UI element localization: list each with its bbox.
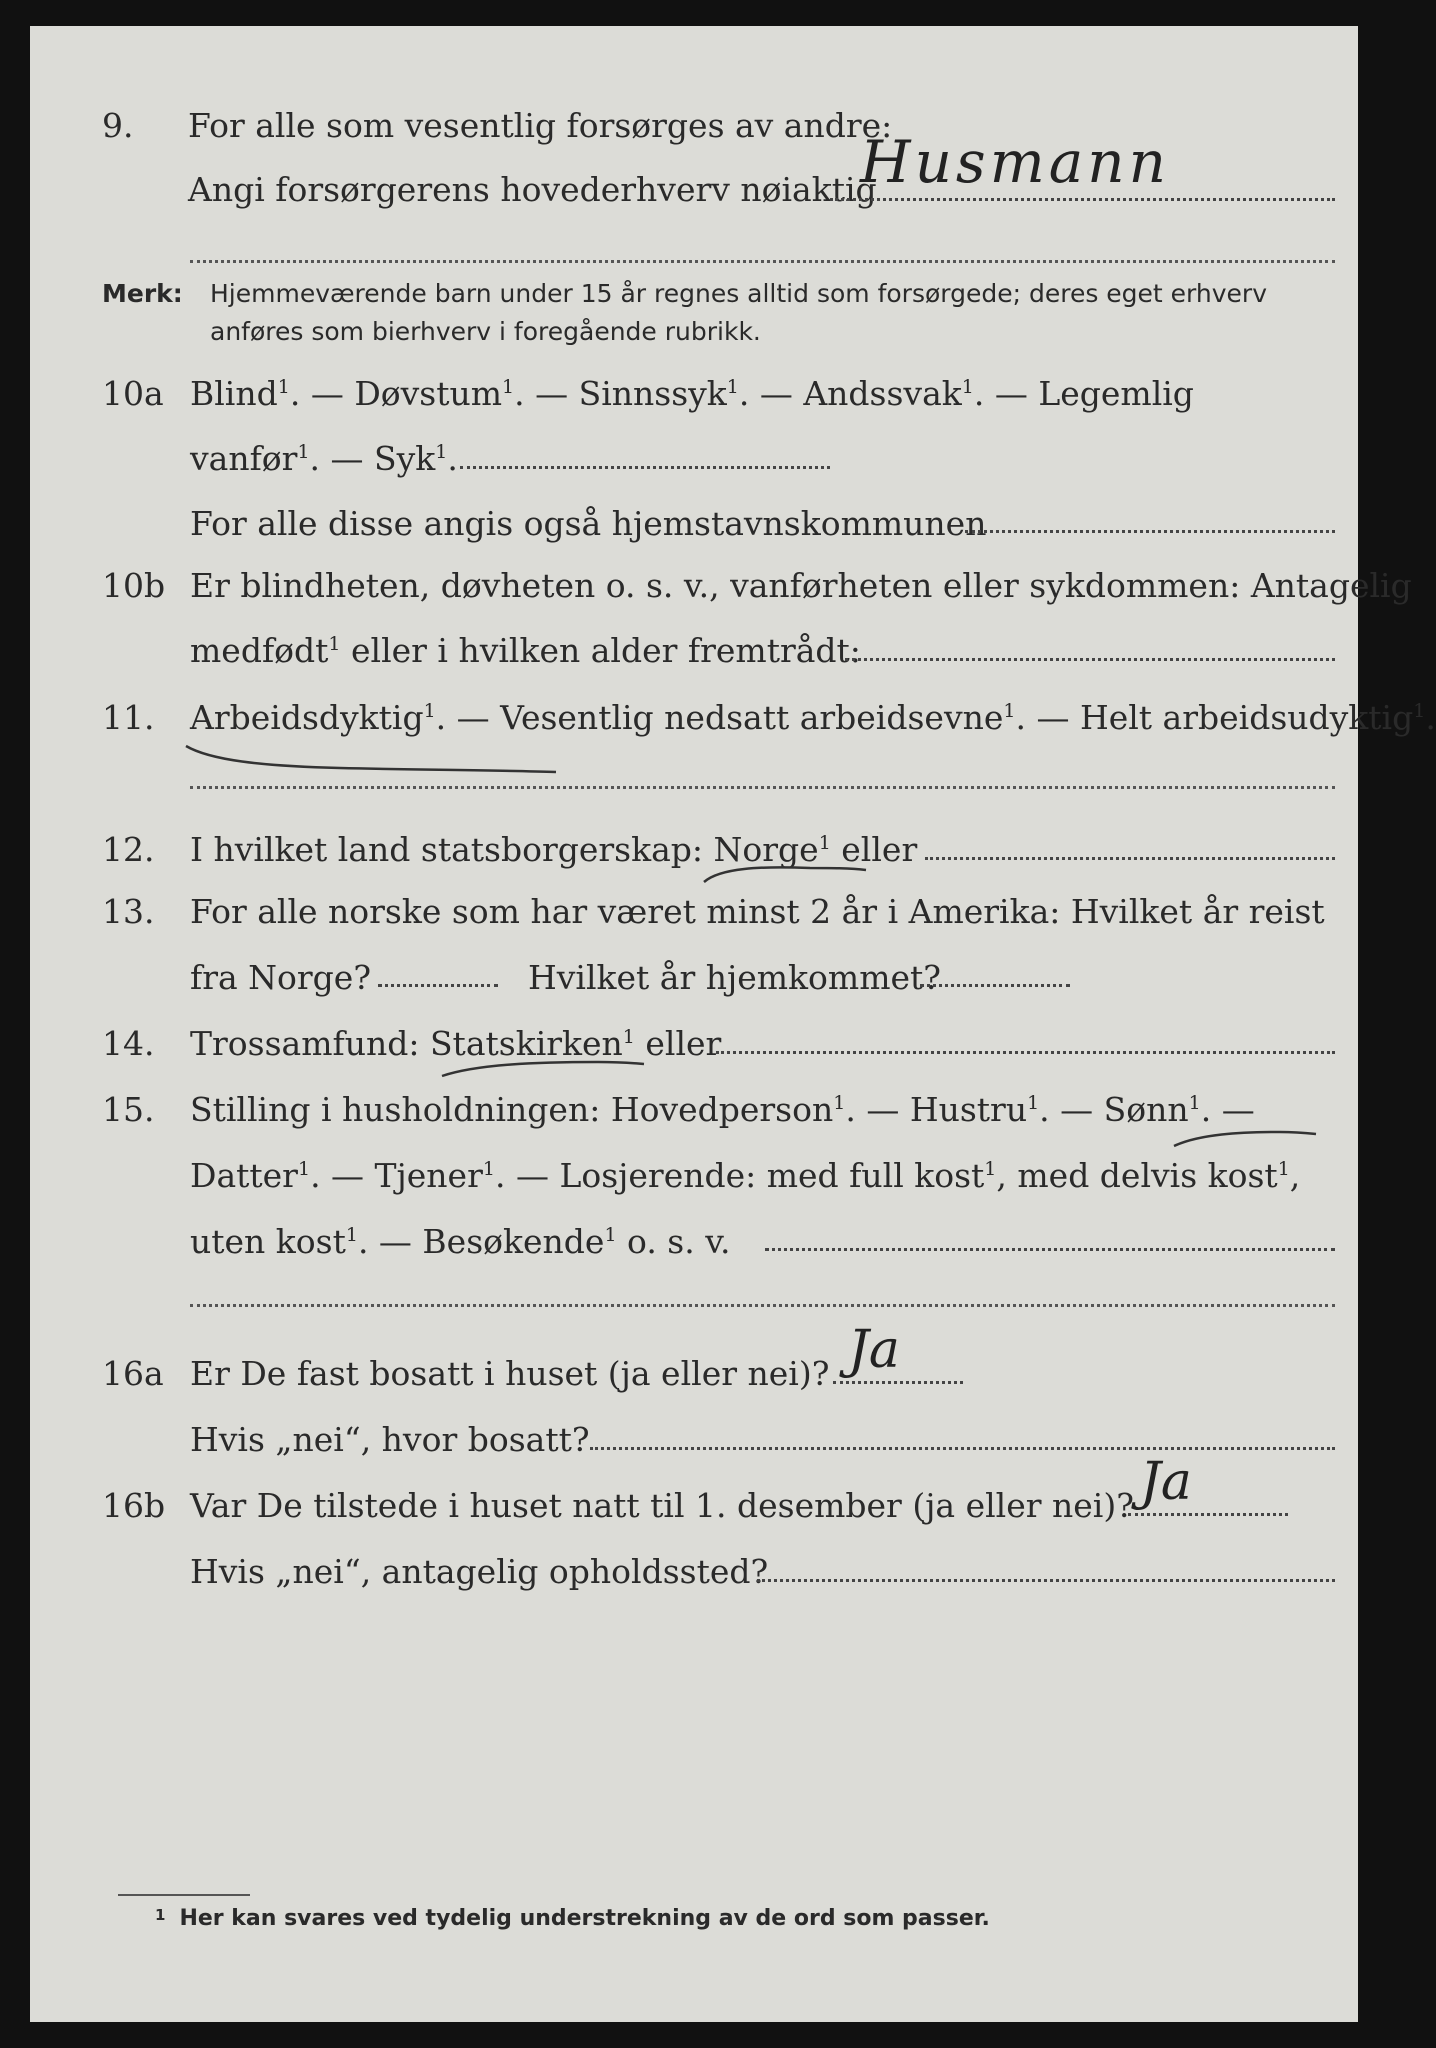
footnote [155, 1906, 990, 1931]
q16b-handwritten-answer[interactable]: Ja [1140, 1452, 1192, 1512]
q10a-line2-text: vanfør$^1$. — Syk$^1$. [190, 439, 458, 478]
q11-number: 11. [102, 698, 155, 737]
q9-text: For alle som vesentlig forsørges av andre: [188, 106, 893, 145]
q9-number: 9. [102, 106, 134, 145]
merk-label: Merk: [102, 279, 183, 308]
q14-line [30, 1016, 1358, 1072]
q10a-syk-line [460, 466, 830, 469]
q9-handwritten-answer[interactable]: Husmann [860, 128, 1170, 196]
q16a-handwritten-answer[interactable]: Ja [848, 1320, 900, 1380]
q14-number: 14. [102, 1024, 155, 1063]
q13-reist-line [378, 984, 498, 987]
q16a-line1 [30, 1346, 1358, 1402]
q15-line1 [30, 1082, 1358, 1138]
q10a-line1 [30, 366, 1358, 422]
q11-text: Arbeidsdyktig$^1$. — Vesentlig nedsatt arbeidsevne$^1$. — Helt arbeidsudyktig$^1$. [190, 698, 1436, 737]
q13-hjemkommet-line [920, 984, 1070, 987]
footnote-text: Her kan svares ved tydelig understrekning av de ord som passer. [179, 1906, 990, 1931]
q12-answer-line [925, 857, 1335, 860]
q16b-opholdssted-line [757, 1579, 1335, 1582]
q16a-line1-text: Er De fast bosatt i huset (ja eller nei)? [190, 1354, 830, 1393]
q11-extra-line [190, 786, 1335, 789]
q12-number: 12. [102, 830, 155, 869]
q10b-line1 [30, 558, 1412, 614]
q10b-line2 [30, 623, 1358, 679]
q10a-number: 10a [102, 374, 164, 413]
q15-answer-line [765, 1248, 1335, 1251]
footnote-mark: 1 [155, 1906, 166, 1924]
census-form-page [30, 26, 1436, 2022]
q10a-line3-text: For alle disse angis også hjemstavnskommunen [190, 504, 987, 543]
q9-extra-line [190, 260, 1335, 263]
q11-handwritten-underline [180, 738, 560, 778]
q15-number: 15. [102, 1090, 155, 1129]
q16a-number: 16a [102, 1354, 164, 1393]
q15-line1-text: Stilling i husholdningen: Hovedperson$^1$. — Hustru$^1$. — Sønn$^1$. — [190, 1090, 1255, 1129]
q14-text: Trossamfund: Statskirken$^1$ eller [190, 1024, 722, 1063]
q13-line1-text: For alle norske som har været minst 2 år i Amerika: Hvilket år reist [190, 892, 1325, 931]
q9-answer-line [830, 198, 1335, 201]
q13-line2 [30, 950, 1358, 1006]
q15-line2 [30, 1148, 1358, 1204]
q10a-line2 [30, 431, 1358, 487]
q16a-line2-text: Hvis „nei“, hvor bosatt? [190, 1420, 590, 1459]
q13-line1 [30, 884, 1358, 940]
merk-line1: Hjemmeværende barn under 15 år regnes alltid som forsørgede; deres eget erhverv [210, 279, 1267, 308]
q16b-answer-line [1128, 1513, 1288, 1516]
q12-text: I hvilket land statsborgerskap: Norge$^1$ eller [190, 830, 918, 869]
q15-line3-text: uten kost$^1$. — Besøkende$^1$ o. s. v. [190, 1222, 731, 1261]
q13-reist-label: fra Norge? [190, 958, 372, 997]
q10b-number: 10b [102, 566, 166, 605]
q16b-number: 16b [102, 1486, 166, 1525]
q13-number: 13. [102, 892, 155, 931]
q16b-line2 [30, 1544, 1358, 1600]
footnote-rule [118, 1894, 250, 1896]
q10a-hjemstavn-line [965, 530, 1335, 533]
q16b-line2-text: Hvis „nei“, antagelig opholdssted? [190, 1552, 769, 1591]
q16a-bosatt-line [590, 1447, 1335, 1450]
q10b-answer-line [845, 658, 1335, 661]
q16a-answer-line [833, 1381, 963, 1384]
q15-line2-text: Datter$^1$. — Tjener$^1$. — Losjerende: med full kost$^1$, med delvis kost$^1$, [190, 1156, 1301, 1195]
q16b-line1-text: Var De tilstede i huset natt til 1. desember (ja eller nei)? [190, 1486, 1134, 1525]
q10b-line2-text: medfødt$^1$ eller i hvilken alder fremtrådt: [190, 631, 861, 670]
q9-question: Angi forsørgerens hovederhverv nøiaktig [188, 170, 877, 209]
q10b-line1-text: Er blindheten, døvheten o. s. v., vanførheten eller sykdommen: Antagelig [190, 566, 1412, 605]
q14-answer-line [716, 1051, 1335, 1054]
q12-line [30, 822, 1358, 878]
q13-hjemkommet-label: Hvilket år hjemkommet? [528, 958, 941, 997]
q10a-line3 [30, 496, 1358, 552]
q10a-line1-text: Blind$^1$. — Døvstum$^1$. — Sinnssyk$^1$. — Andssvak$^1$. — Legemlig [190, 374, 1194, 413]
q15-extra-line [190, 1304, 1335, 1307]
merk-line2: anføres som bierhverv i foregående rubrikk. [210, 317, 761, 346]
q15-line3 [30, 1214, 1358, 1270]
